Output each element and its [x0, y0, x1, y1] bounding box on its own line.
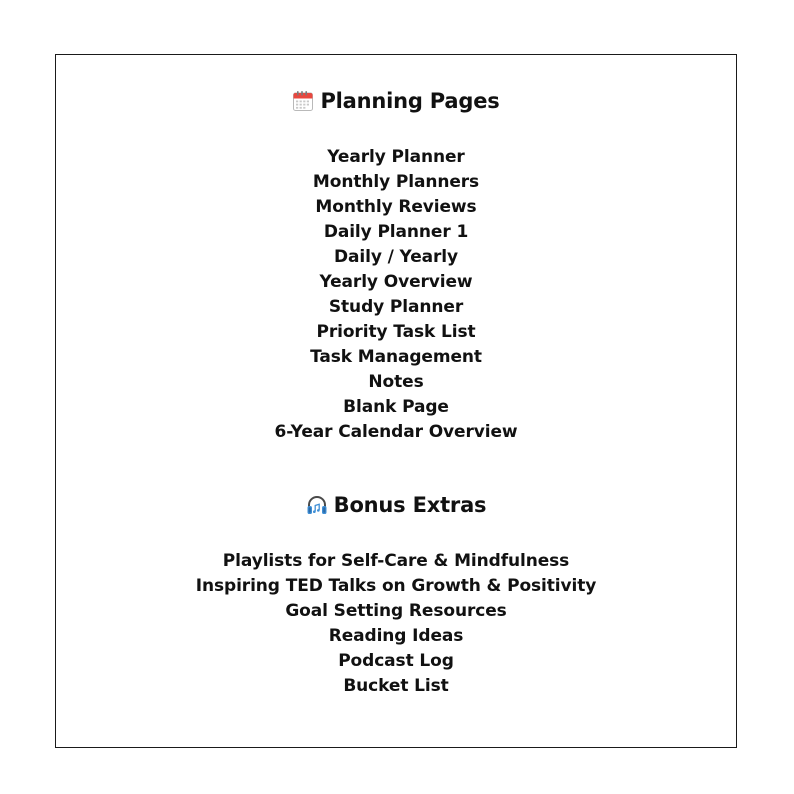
list-item: Bucket List: [343, 676, 449, 696]
bonus-extras-list: [56, 549, 736, 699]
content-frame: [55, 54, 737, 748]
calendar-icon: [292, 90, 314, 112]
list-item: Inspiring TED Talks on Growth & Positivity: [195, 576, 597, 596]
list-item: Task Management: [310, 347, 482, 367]
list-item: Reading Ideas: [328, 626, 464, 646]
list-item: Yearly Planner: [327, 147, 465, 167]
list-item: 6-Year Calendar Overview: [274, 422, 518, 442]
list-item: Goal Setting Resources: [285, 601, 507, 621]
list-item: Monthly Planners: [312, 172, 480, 192]
planning-pages-section: [56, 85, 736, 461]
bonus-extras-section: [56, 489, 736, 715]
list-item: Daily Planner 1: [323, 222, 469, 242]
planning-pages-title: Planning Pages: [320, 89, 500, 113]
list-item: Daily / Yearly: [333, 247, 458, 267]
list-item: Podcast Log: [338, 651, 454, 671]
bonus-extras-heading: [56, 489, 736, 521]
planning-pages-list: [56, 145, 736, 445]
list-item: Blank Page: [343, 397, 449, 417]
list-item: Yearly Overview: [319, 272, 473, 292]
list-item: Notes: [368, 372, 424, 392]
list-item: Priority Task List: [316, 322, 476, 342]
planning-pages-heading: [56, 85, 736, 117]
list-item: Playlists for Self-Care & Mindfulness: [222, 551, 570, 571]
bonus-extras-title: Bonus Extras: [333, 493, 487, 517]
list-item: Study Planner: [328, 297, 464, 317]
list-item: Monthly Reviews: [315, 197, 477, 217]
headphones-icon: [306, 494, 328, 516]
